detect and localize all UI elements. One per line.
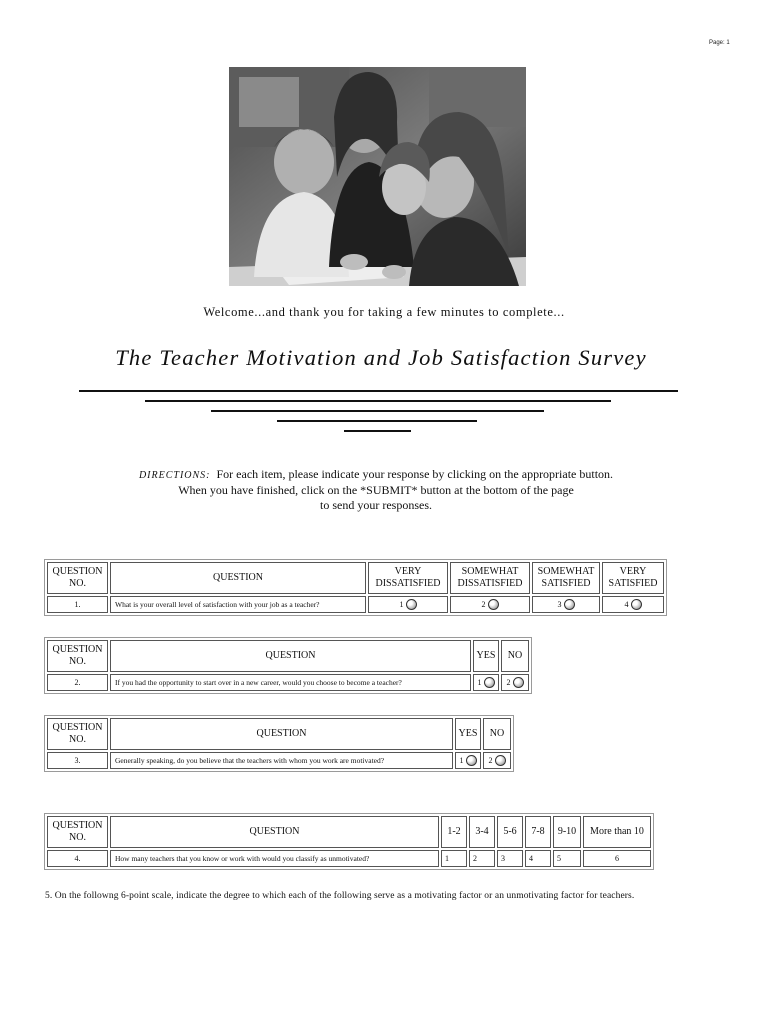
option-cell[interactable] [497, 850, 523, 867]
option-header: 5-6 [497, 816, 523, 848]
header-question-no: QUESTION NO. [47, 718, 108, 750]
question-text: How many teachers that you know or work with would you classify as unmotivated? [110, 850, 439, 867]
option-cell[interactable] [553, 850, 581, 867]
option-value: 5 [557, 853, 561, 863]
question-3-table [44, 715, 514, 772]
option-header: SOMEWHAT SATISFIED [532, 562, 600, 594]
radio-button[interactable] [513, 677, 524, 688]
option-cell[interactable] [441, 850, 467, 867]
option-value: 2 [481, 599, 486, 609]
header-question-no: QUESTION NO. [47, 562, 108, 594]
option-header: NO [483, 718, 511, 750]
page-number: Page: 1 [709, 40, 730, 46]
option-cell [473, 674, 499, 691]
radio-button[interactable] [495, 755, 506, 766]
question-2-table [44, 637, 532, 694]
option-value: 3 [557, 599, 562, 609]
radio-button[interactable] [631, 599, 642, 610]
option-header: 1-2 [441, 816, 467, 848]
option-header: 9-10 [553, 816, 581, 848]
question-4-table [44, 813, 654, 870]
divider-rule-3 [211, 410, 544, 412]
option-value: 3 [501, 853, 505, 863]
question-text: Generally speaking, do you believe that the teachers with whom you work are motivated? [110, 752, 453, 769]
option-value: 2 [488, 755, 493, 765]
header-question-no: QUESTION NO. [47, 640, 108, 672]
question-5-text: 5. On the followng 6-point scale, indicate the degree to which each of the following serve as a motivating factor or an unmotivating factor for teachers. [45, 891, 635, 901]
welcome-text: Welcome...and thank you for taking a few minutes to complete... [203, 305, 565, 319]
option-cell [483, 752, 511, 769]
option-header: 7-8 [525, 816, 551, 848]
header-question: QUESTION [110, 718, 453, 750]
divider-rule-5 [344, 430, 411, 432]
header-question: QUESTION [110, 640, 471, 672]
option-value: 2 [473, 853, 477, 863]
option-value: 4 [624, 599, 629, 609]
question-number: 3. [47, 752, 108, 769]
option-header: VERY SATISFIED [602, 562, 664, 594]
option-cell [455, 752, 481, 769]
children-photo [229, 67, 526, 286]
radio-button[interactable] [564, 599, 575, 610]
option-value: 1 [399, 599, 404, 609]
option-header: 3-4 [469, 816, 495, 848]
directions-line-3: to send your responses. [320, 498, 432, 512]
option-value: 4 [529, 853, 533, 863]
option-value: 6 [615, 853, 619, 863]
header-question-no: QUESTION NO. [47, 816, 108, 848]
option-cell [368, 596, 448, 613]
divider-rule-1 [79, 390, 678, 392]
survey-title: The Teacher Motivation and Job Satisfaction Survey [115, 345, 647, 370]
radio-button[interactable] [406, 599, 417, 610]
option-cell [501, 674, 529, 691]
directions-line-2: When you have finished, click on the *SUBMIT* button at the bottom of the page [178, 483, 574, 497]
directions-line-1: For each item, please indicate your response by clicking on the appropriate button. [216, 467, 614, 481]
option-cell [602, 596, 664, 613]
radio-button[interactable] [466, 755, 477, 766]
option-header: VERY DISSATISFIED [368, 562, 448, 594]
option-cell [450, 596, 530, 613]
question-number: 1. [47, 596, 108, 613]
directions-lead: DIRECTIONS: [138, 470, 211, 481]
option-value: 1 [477, 677, 482, 687]
question-1-table [44, 559, 667, 616]
option-value: 2 [506, 677, 511, 687]
option-cell[interactable] [469, 850, 495, 867]
option-header: SOMEWHAT DISSATISFIED [450, 562, 530, 594]
option-header: NO [501, 640, 529, 672]
radio-button[interactable] [484, 677, 495, 688]
option-header: More than 10 [583, 816, 651, 848]
question-number: 2. [47, 674, 108, 691]
option-cell [532, 596, 600, 613]
divider-rule-2 [145, 400, 611, 402]
header-question: QUESTION [110, 562, 366, 594]
option-cell[interactable] [583, 850, 651, 867]
option-header: YES [473, 640, 499, 672]
question-number: 4. [47, 850, 108, 867]
header-question: QUESTION [110, 816, 439, 848]
question-text: If you had the opportunity to start over in a new career, would you choose to become a teacher? [110, 674, 471, 691]
option-value: 1 [459, 755, 464, 765]
divider-rule-4 [277, 420, 477, 422]
radio-button[interactable] [488, 599, 499, 610]
question-text: What is your overall level of satisfaction with your job as a teacher? [110, 596, 366, 613]
directions [0, 467, 752, 513]
option-value: 1 [445, 853, 449, 863]
option-header: YES [455, 718, 481, 750]
option-cell[interactable] [525, 850, 551, 867]
